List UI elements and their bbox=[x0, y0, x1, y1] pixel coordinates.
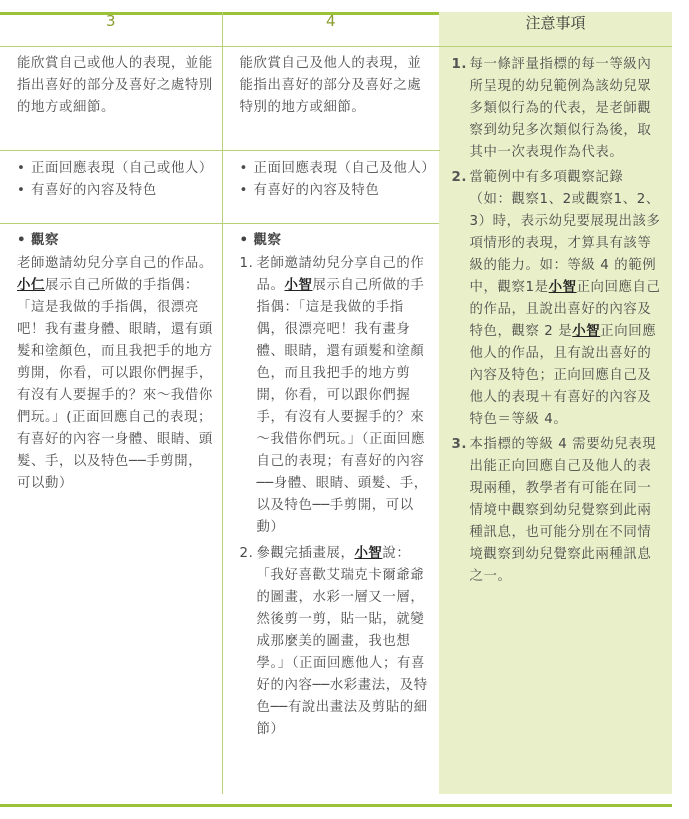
bullet-icon: • bbox=[17, 183, 26, 198]
note-text: 正向回應自己的作品，且說出喜好的內容及特色，觀察 2 是 bbox=[469, 280, 661, 339]
notes-cell bbox=[439, 47, 672, 795]
level-3-description-cell bbox=[0, 47, 222, 151]
table-bottom-rule bbox=[0, 804, 672, 807]
note-item-1 bbox=[452, 54, 663, 164]
note-number: 2. bbox=[451, 170, 468, 185]
child-name: 小智 bbox=[548, 280, 577, 295]
observation-item-2: 2. 參觀完插畫展，小智說：「我好喜歡艾瑞克卡爾爺爺的圖畫，水彩一層又一層，然後剪一剪，貼一貼，就變成那麼美的圖畫，我也想學。」（正面回應他人；有喜好的內容──水彩畫法，及特色──有說出畫法及剪貼的細節） bbox=[240, 543, 431, 741]
level-4-description: 能欣賞自己及他人的表現，並能指出喜好的部分及喜好之處特別的地方或細節。 bbox=[239, 56, 422, 115]
note-text: 本指標的等級 4 需要幼兒表現出能正向回應自己及他人的表現兩種，教學者有可能在同一情境中觀察到幼兒覺察到此兩種訊息，也可能分別在不同情境觀察到幼兒覺察此兩種訊息之一。 bbox=[469, 437, 657, 584]
note-item-2 bbox=[452, 167, 663, 431]
observation-heading: • 觀察 bbox=[240, 230, 431, 252]
child-name: 小智 bbox=[572, 324, 601, 339]
bullet-icon: • bbox=[239, 161, 248, 176]
criteria-item: • 正面回應表現（自己或他人） bbox=[17, 158, 214, 180]
child-name: 小仁 bbox=[17, 278, 45, 293]
criteria-item: • 正面回應表現（自己及他人） bbox=[240, 158, 431, 180]
level-3-criteria-cell bbox=[0, 151, 222, 224]
bullet-icon: • bbox=[17, 233, 27, 248]
bullet-icon: • bbox=[17, 161, 26, 176]
observation-number: 2. bbox=[239, 546, 254, 561]
note-item-3 bbox=[452, 434, 663, 588]
note-text: 正向回應他人的作品，且有說出喜好的內容及特色；正向回應自己及他人的表現＋有喜好的內容及特色＝等級 4。 bbox=[469, 324, 657, 427]
table-row-description bbox=[0, 47, 672, 151]
table-header-row bbox=[0, 12, 672, 47]
observation-item-1: 1. 老師邀請幼兒分享自己的作品。小智展示自己所做的手指偶：「這是我做的手指偶，很漂亮吧！我有畫身體、眼睛，還有頭髮和塗顏色，而且我把手的地方剪開，你看，可以跟你們握手，有沒有人要握手的？來～我借你們玩。」（正面回應自己的表現；有喜好的內容──身體、眼睛、頭髮、手，以及特色──手剪開，可以動） bbox=[240, 253, 431, 539]
note-text: 當範例中有多項觀察記錄（如：觀察1、2或觀察1、2、3）時，表示幼兒要展現出該多項情形的表現，才算具有該等級的能力。如：等級 4 的範例中，觀察1是 bbox=[469, 170, 661, 295]
child-name: 小智 bbox=[354, 546, 383, 561]
level-4-criteria-cell bbox=[222, 151, 439, 224]
header-level-3: 3 bbox=[0, 12, 222, 47]
bullet-icon: • bbox=[239, 233, 249, 248]
note-number: 3. bbox=[451, 437, 468, 452]
bullet-icon: • bbox=[239, 183, 248, 198]
note-text: 每一條評量指標的每一等級內所呈現的幼兒範例為該幼兒眾多類似行為的代表，是老師觀察到幼兒多次類似行為後，取其中一次表現作為代表。 bbox=[469, 57, 652, 160]
assessment-table bbox=[0, 12, 672, 794]
level-3-description: 能欣賞自己或他人的表現，並能指出喜好的部分及喜好之處特別的地方或細節。 bbox=[17, 56, 213, 115]
observation-number: 1. bbox=[239, 256, 254, 271]
observation-text: 老師邀請幼兒分享自己的作品。小仁展示自己所做的手指偶：「這是我做的手指偶，很漂亮吧！我有畫身體、眼睛，還有頭髮和塗顏色，而且我把手的地方剪開，你看，可以跟你們握手，有沒有人要握手的？來～我借你們玩。」(正面回應自己的表現；有喜好的內容一身體、眼睛、頭髮、手，以及特色──手剪開，可以動） bbox=[17, 256, 213, 491]
criteria-item: • 有喜好的內容及特色 bbox=[17, 180, 214, 202]
criteria-item: • 有喜好的內容及特色 bbox=[240, 180, 431, 202]
observation-heading: • 觀察 bbox=[17, 230, 214, 252]
header-level-4: 4 bbox=[222, 12, 439, 47]
header-notes: 注意事項 bbox=[439, 12, 672, 47]
level-4-observation-cell bbox=[222, 224, 439, 795]
note-number: 1. bbox=[451, 57, 468, 72]
level-4-description-cell bbox=[222, 47, 439, 151]
child-name: 小智 bbox=[284, 278, 313, 293]
level-3-observation-cell bbox=[0, 224, 222, 795]
